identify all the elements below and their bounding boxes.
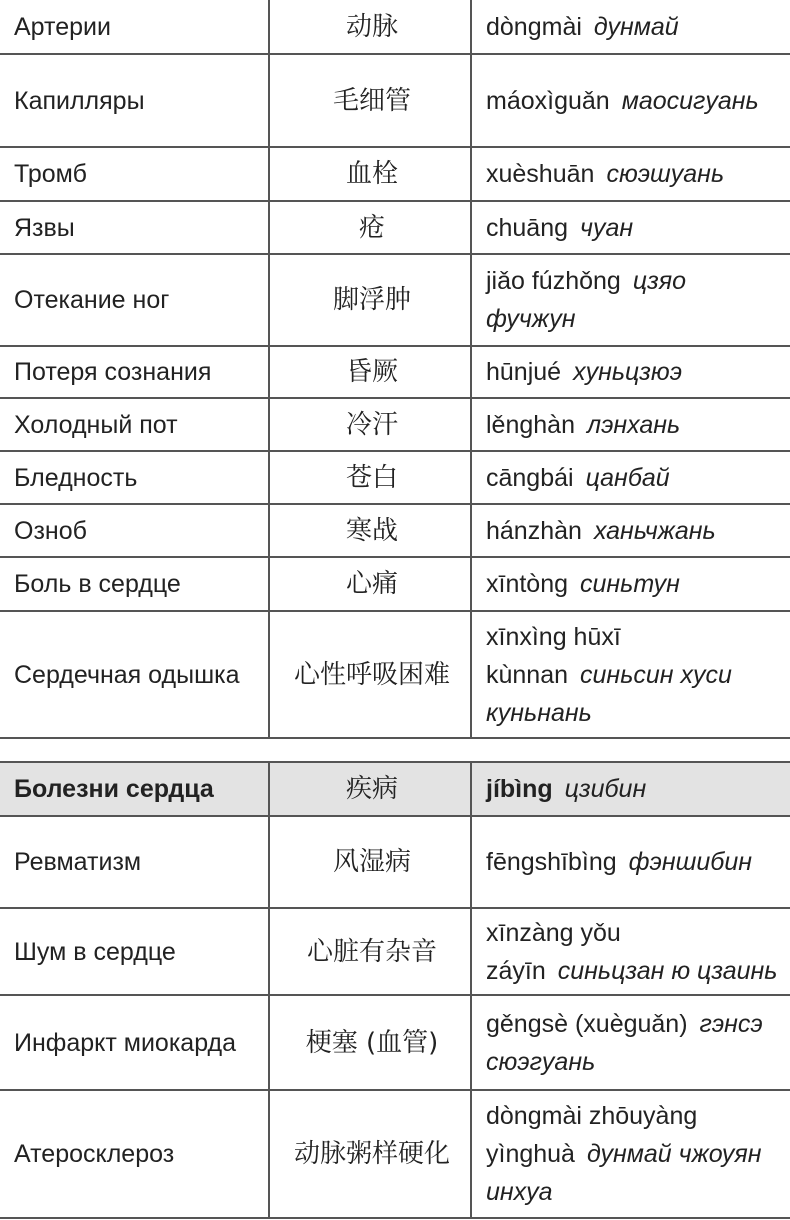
vocabulary-table-heart-diseases bbox=[0, 761, 790, 1219]
pinyin: cāngbái bbox=[486, 463, 574, 492]
pinyin: xīnzàng yǒu záyīn bbox=[486, 918, 621, 985]
pinyin: dòngmài zhōuyàng yìnghuà bbox=[486, 1102, 698, 1168]
pronunciation-cell bbox=[471, 995, 790, 1090]
pinyin: máoxìguǎn bbox=[486, 86, 610, 115]
russian-term: Артерии bbox=[0, 0, 269, 54]
russian-transliteration: чуан bbox=[580, 213, 634, 242]
chinese-term: 风湿病 bbox=[269, 816, 471, 908]
russian-term: Озноб bbox=[0, 504, 269, 557]
pronunciation-cell bbox=[471, 1090, 790, 1218]
chinese-term: 疮 bbox=[269, 201, 471, 254]
pinyin: xuèshuān bbox=[486, 160, 595, 188]
pronunciation-cell bbox=[471, 611, 790, 738]
table-header-row bbox=[0, 762, 790, 816]
pinyin: gěngsè (xuèguǎn) bbox=[486, 1009, 688, 1038]
chinese-term: 血栓 bbox=[269, 147, 471, 201]
russian-transliteration: цанбай bbox=[585, 463, 670, 492]
russian-transliteration: ханьчжань bbox=[593, 516, 716, 545]
table-row bbox=[0, 201, 790, 254]
chinese-term: 冷汗 bbox=[269, 398, 471, 451]
table-row bbox=[0, 451, 790, 504]
table-row bbox=[0, 147, 790, 201]
russian-transliteration: маосигуань bbox=[621, 86, 759, 115]
pinyin: dòngmài bbox=[486, 12, 582, 41]
chinese-term: 动脉粥样硬化 bbox=[269, 1090, 471, 1218]
russian-transliteration: дунмай чжоуян инхуа bbox=[486, 1140, 762, 1206]
chinese-term: 心性呼吸困难 bbox=[269, 611, 471, 738]
pinyin: lěnghàn bbox=[486, 410, 575, 439]
russian-term: Атеросклероз bbox=[0, 1090, 269, 1218]
chinese-term: 心脏有杂音 bbox=[269, 908, 471, 995]
table-row bbox=[0, 995, 790, 1090]
table-row bbox=[0, 908, 790, 995]
pronunciation-cell bbox=[471, 451, 790, 504]
russian-transliteration: дунмай bbox=[593, 12, 679, 41]
table-row bbox=[0, 0, 790, 54]
pinyin: xīnxìng hūxī kùnnan bbox=[486, 622, 621, 689]
pronunciation-cell bbox=[471, 504, 790, 557]
russian-term: Капилляры bbox=[0, 54, 269, 147]
russian-term: Сердечная одышка bbox=[0, 611, 269, 738]
russian-term: Тромб bbox=[0, 147, 269, 201]
chinese-term: 心痛 bbox=[269, 557, 471, 611]
pinyin: hánzhàn bbox=[486, 516, 582, 545]
pinyin: xīntòng bbox=[486, 570, 569, 598]
pinyin: jiǎo fúzhǒng bbox=[486, 267, 621, 295]
russian-term: Болезни сердца bbox=[0, 762, 269, 816]
russian-term: Шум в сердце bbox=[0, 908, 269, 995]
table-row bbox=[0, 816, 790, 908]
table-row bbox=[0, 1090, 790, 1218]
russian-transliteration: цзяо фучжун bbox=[486, 267, 687, 333]
pronunciation-cell bbox=[471, 54, 790, 147]
pronunciation-cell bbox=[471, 762, 790, 816]
pronunciation-cell bbox=[471, 254, 790, 346]
chinese-term: 苍白 bbox=[269, 451, 471, 504]
russian-transliteration: гэнсэ сюэгуань bbox=[486, 1009, 763, 1076]
russian-term: Потеря сознания bbox=[0, 346, 269, 398]
chinese-term: 寒战 bbox=[269, 504, 471, 557]
russian-transliteration: синьсин хуси куньнань bbox=[486, 660, 732, 727]
table-row bbox=[0, 398, 790, 451]
chinese-term: 动脉 bbox=[269, 0, 471, 54]
russian-transliteration: сюэшуань bbox=[606, 160, 725, 188]
pronunciation-cell bbox=[471, 0, 790, 54]
table-row bbox=[0, 254, 790, 346]
russian-term: Боль в сердце bbox=[0, 557, 269, 611]
russian-transliteration: синьцзан ю цзаинь bbox=[557, 956, 778, 985]
russian-transliteration: цзибин bbox=[564, 775, 647, 803]
chinese-term: 梗塞 (血管) bbox=[269, 995, 471, 1090]
russian-transliteration: хуньцзюэ bbox=[573, 358, 682, 386]
russian-transliteration: лэнхань bbox=[586, 410, 681, 439]
russian-term: Ревматизм bbox=[0, 816, 269, 908]
table-row bbox=[0, 557, 790, 611]
pinyin: jíbìng bbox=[486, 775, 553, 803]
russian-transliteration: фэншибин bbox=[628, 848, 752, 876]
chinese-term: 昏厥 bbox=[269, 346, 471, 398]
russian-transliteration: синьтун bbox=[580, 570, 680, 598]
pronunciation-cell bbox=[471, 816, 790, 908]
russian-term: Холодный пот bbox=[0, 398, 269, 451]
pinyin: hūnjué bbox=[486, 358, 562, 386]
table-row bbox=[0, 346, 790, 398]
pinyin: fēngshībìng bbox=[486, 848, 617, 876]
table-row bbox=[0, 504, 790, 557]
russian-term: Отекание ног bbox=[0, 254, 269, 346]
pronunciation-cell bbox=[471, 908, 790, 995]
pronunciation-cell bbox=[471, 201, 790, 254]
pronunciation-cell bbox=[471, 557, 790, 611]
chinese-term: 疾病 bbox=[269, 762, 471, 816]
table-row bbox=[0, 611, 790, 738]
pronunciation-cell bbox=[471, 346, 790, 398]
russian-term: Язвы bbox=[0, 201, 269, 254]
pinyin: chuāng bbox=[486, 213, 569, 242]
table-row bbox=[0, 54, 790, 147]
chinese-term: 脚浮肿 bbox=[269, 254, 471, 346]
russian-term: Бледность bbox=[0, 451, 269, 504]
russian-term: Инфаркт миокарда bbox=[0, 995, 269, 1090]
pronunciation-cell bbox=[471, 398, 790, 451]
pronunciation-cell bbox=[471, 147, 790, 201]
chinese-term: 毛细管 bbox=[269, 54, 471, 147]
